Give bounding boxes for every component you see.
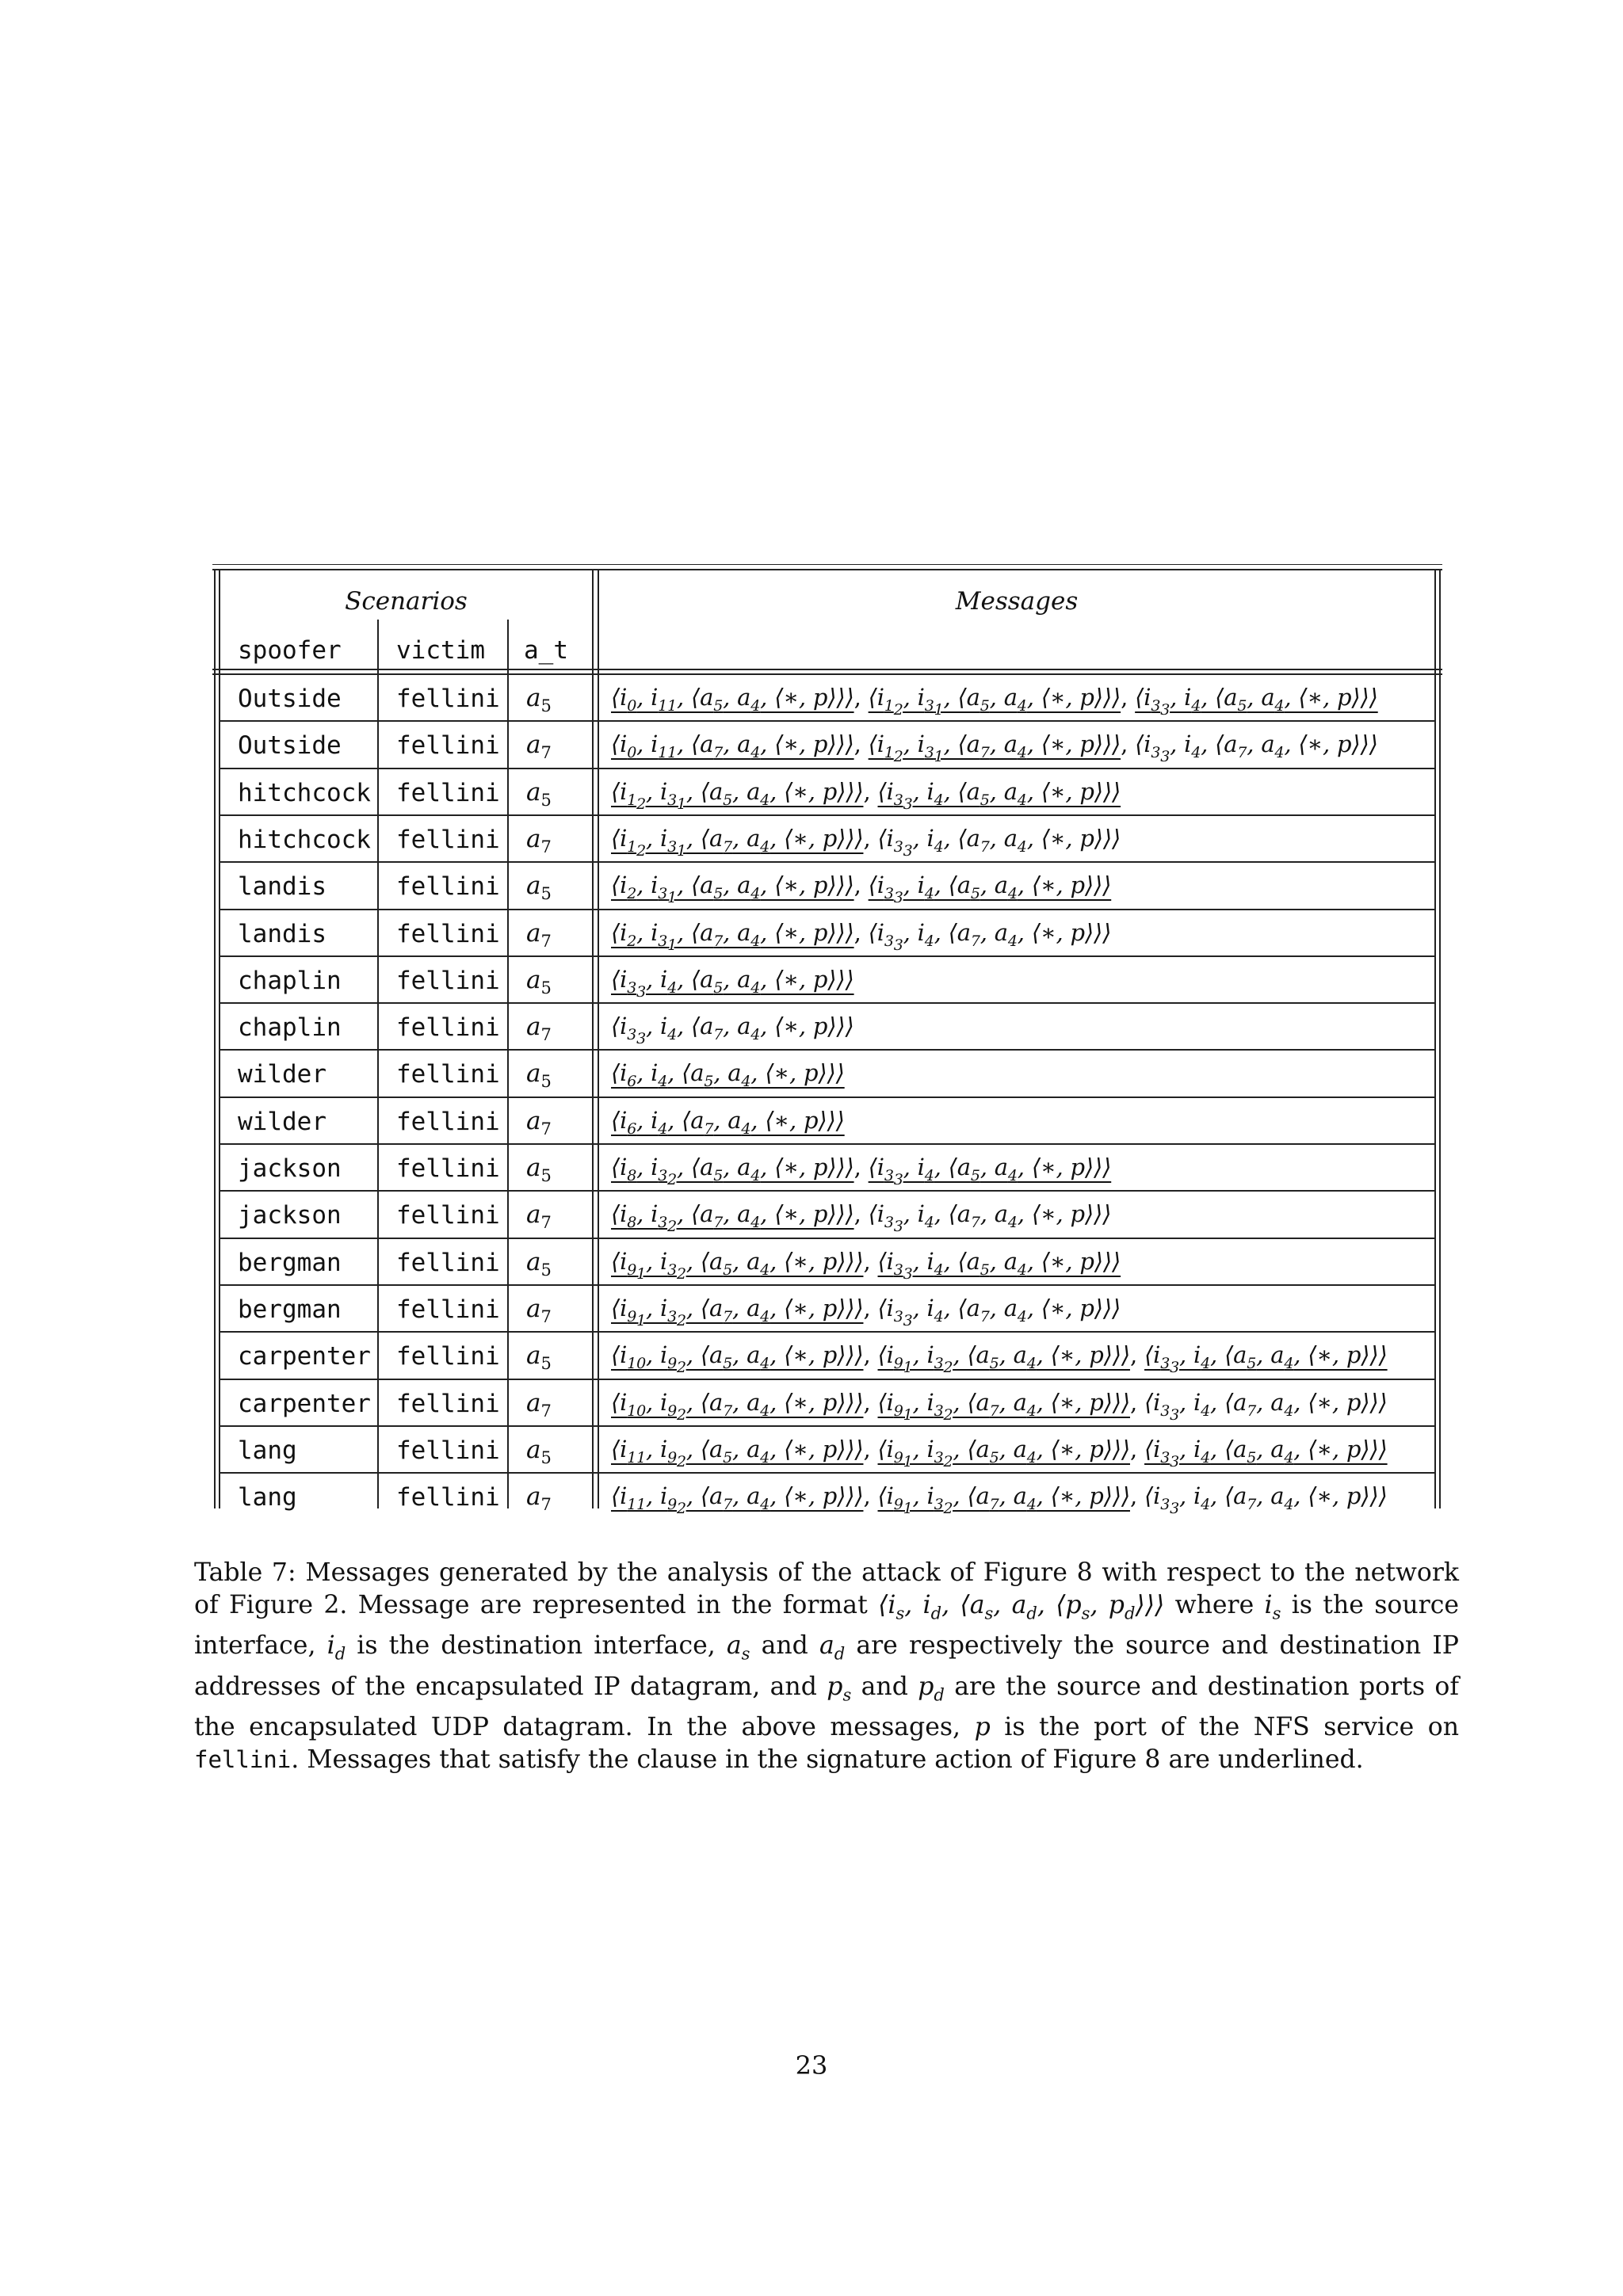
caption-text: are respectively the source and destination IP addresses of the encapsulated IP datagram, and bbox=[194, 1631, 1459, 1701]
message-separator: , bbox=[1121, 684, 1136, 711]
cell-attacker-address: $a_5$ bbox=[526, 1248, 552, 1280]
message-separator: , bbox=[854, 1200, 869, 1227]
messages-table bbox=[212, 564, 1442, 1517]
header-at: a_t bbox=[524, 636, 568, 665]
cell-messages bbox=[611, 827, 1121, 859]
page-number: 23 bbox=[795, 2050, 828, 2081]
message: $⟨i_{3_3}$, $i_4$, $⟨a_7$, $a_4$, ⟨∗, p⟩⟩⟩ bbox=[1144, 1482, 1388, 1517]
message: $⟨i_{11}$, $i_{9_2}$, $⟨a_7$, $a_4$, ⟨∗, p⟩⟩⟩ bbox=[611, 1482, 864, 1517]
cell-messages bbox=[611, 730, 1378, 765]
message: $⟨i_2$, $i_{3_1}$, $⟨a_5$, $a_4$, ⟨∗, p⟩⟩⟩ bbox=[611, 871, 854, 906]
caption-text: and bbox=[861, 1672, 908, 1701]
message-separator: , bbox=[863, 1248, 878, 1275]
cell-spoofer: jackson bbox=[238, 1154, 342, 1183]
cell-attacker-address: $a_7$ bbox=[526, 730, 552, 763]
cell-victim: fellini bbox=[396, 1060, 500, 1089]
cell-spoofer: jackson bbox=[238, 1201, 342, 1230]
cell-attacker-address: $a_7$ bbox=[526, 1389, 552, 1421]
message: $⟨i_6$, $i_4$, $⟨a_7$, $a_4$, ⟨∗, p⟩⟩⟩ bbox=[611, 1107, 845, 1138]
cell-spoofer: chaplin bbox=[238, 967, 342, 995]
caption-format: $⟨i_s$, $i_d$, $⟨a_s$, $a_d$, $⟨p_s$, $p_d⟩⟩⟩$ bbox=[878, 1591, 1165, 1623]
cell-victim: fellini bbox=[396, 1390, 500, 1418]
message: $⟨i_{9_1}$, $i_{3_2}$, $⟨a_5$, $a_4$, ⟨∗, p⟩⟩⟩ bbox=[611, 1248, 864, 1283]
message: $⟨i_{3_3}$, $i_4$, $⟨a_7$, $a_4$, ⟨∗, p⟩⟩⟩ bbox=[877, 825, 1121, 860]
cell-messages bbox=[611, 1109, 845, 1137]
cell-messages bbox=[611, 1438, 1388, 1470]
message-separator: , bbox=[863, 1482, 878, 1509]
cell-victim: fellini bbox=[396, 1436, 500, 1465]
caption-label: Table 7: bbox=[194, 1558, 296, 1587]
cell-messages bbox=[611, 780, 1121, 812]
message: $⟨i_{3_3}$, $i_4$, $⟨a_7$, $a_4$, ⟨∗, p⟩⟩⟩ bbox=[868, 1200, 1112, 1235]
message: $⟨i_{3_3}$, $i_4$, $⟨a_7$, $a_4$, ⟨∗, p⟩⟩⟩ bbox=[877, 1295, 1121, 1329]
cell-victim: fellini bbox=[396, 1295, 500, 1324]
caption-text: Messages generated by the analysis of the attack of Figure 8 with respect to the network of Figure 2. Message are represented in the format bbox=[194, 1558, 1459, 1619]
cell-spoofer: landis bbox=[238, 872, 327, 901]
caption-math: $a_d$ bbox=[819, 1631, 846, 1664]
cell-victim: fellini bbox=[396, 872, 500, 901]
message: $⟨i_{3_3}$, $i_4$, $⟨a_7$, $a_4$, ⟨∗, p⟩⟩⟩ bbox=[1135, 730, 1378, 765]
caption-math: $i_s$ bbox=[1264, 1591, 1281, 1623]
cell-attacker-address: $a_7$ bbox=[526, 1295, 552, 1327]
cell-attacker-address: $a_5$ bbox=[526, 684, 552, 716]
cell-spoofer: wilder bbox=[238, 1060, 327, 1089]
caption-text: is the port of the NFS service on bbox=[1004, 1712, 1460, 1741]
cell-victim: fellini bbox=[396, 779, 500, 807]
message: $⟨i_{9_1}$, $i_{3_2}$, $⟨a_5$, $a_4$, ⟨∗, p⟩⟩⟩ bbox=[877, 1436, 1130, 1470]
cell-spoofer: Outside bbox=[238, 731, 342, 760]
message-separator: , bbox=[854, 1154, 869, 1180]
cell-spoofer: lang bbox=[238, 1436, 297, 1465]
cell-victim: fellini bbox=[396, 1342, 500, 1371]
caption-host: fellini bbox=[194, 1745, 292, 1773]
cell-messages bbox=[611, 1156, 1111, 1188]
message-separator: , bbox=[863, 1341, 878, 1368]
cell-messages bbox=[611, 1391, 1388, 1423]
cell-attacker-address: $a_5$ bbox=[526, 1059, 552, 1092]
cell-victim: fellini bbox=[396, 685, 500, 713]
message: $⟨i_{3_3}$, $i_4$, $⟨a_7$, $a_4$, ⟨∗, p⟩⟩⟩ bbox=[868, 919, 1112, 954]
message: $⟨i_0$, $i_{11}$, $⟨a_5$, $a_4$, ⟨∗, p⟩⟩⟩ bbox=[611, 684, 854, 715]
cell-victim: fellini bbox=[396, 967, 500, 995]
cell-messages bbox=[611, 1059, 845, 1090]
message: $⟨i_{1_2}$, $i_{3_1}$, $⟨a_5$, $a_4$, ⟨∗, p⟩⟩⟩ bbox=[868, 684, 1121, 719]
table-caption bbox=[194, 1557, 1459, 1776]
message-separator: , bbox=[863, 1436, 878, 1463]
message: $⟨i_{1_2}$, $i_{3_1}$, $⟨a_7$, $a_4$, ⟨∗, p⟩⟩⟩ bbox=[868, 730, 1121, 765]
cell-messages bbox=[611, 1297, 1121, 1329]
cell-attacker-address: $a_5$ bbox=[526, 1154, 552, 1186]
message: $⟨i_{3_3}$, $i_4$, $⟨a_7$, $a_4$, ⟨∗, p⟩⟩⟩ bbox=[611, 1013, 854, 1047]
message: $⟨i_{3_3}$, $i_4$, $⟨a_5$, $a_4$, ⟨∗, p⟩⟩⟩ bbox=[1144, 1436, 1388, 1470]
caption-text: is the destination interface, bbox=[357, 1631, 716, 1661]
cell-victim: fellini bbox=[396, 1201, 500, 1230]
cell-spoofer: bergman bbox=[238, 1295, 342, 1324]
message: $⟨i_{9_1}$, $i_{3_2}$, $⟨a_5$, $a_4$, ⟨∗, p⟩⟩⟩ bbox=[877, 1341, 1130, 1376]
caption-math: p bbox=[974, 1712, 991, 1741]
caption-text: . Messages that satisfy the clause in the signature action of Figure 8 are underlined. bbox=[291, 1745, 1364, 1774]
cell-victim: fellini bbox=[396, 1108, 500, 1136]
cell-victim: fellini bbox=[396, 1483, 500, 1512]
message: $⟨i_{9_1}$, $i_{3_2}$, $⟨a_7$, $a_4$, ⟨∗, p⟩⟩⟩ bbox=[877, 1389, 1130, 1424]
cell-messages bbox=[611, 686, 1378, 718]
message: $⟨i_{3_3}$, $i_4$, $⟨a_7$, $a_4$, ⟨∗, p⟩⟩⟩ bbox=[1144, 1389, 1388, 1424]
cell-spoofer: carpenter bbox=[238, 1390, 371, 1418]
message: $⟨i_{10}$, $i_{9_2}$, $⟨a_5$, $a_4$, ⟨∗, p⟩⟩⟩ bbox=[611, 1341, 864, 1376]
cell-attacker-address: $a_5$ bbox=[526, 778, 552, 810]
message-separator: , bbox=[1121, 730, 1136, 757]
message-separator: , bbox=[1129, 1341, 1145, 1368]
cell-victim: fellini bbox=[396, 826, 500, 854]
caption-math: $p_d$ bbox=[918, 1672, 945, 1704]
message: $⟨i_2$, $i_{3_1}$, $⟨a_7$, $a_4$, ⟨∗, p⟩⟩⟩ bbox=[611, 919, 854, 954]
message-separator: , bbox=[863, 825, 878, 852]
cell-messages bbox=[611, 871, 1112, 906]
cell-attacker-address: $a_7$ bbox=[526, 1013, 552, 1045]
cell-messages bbox=[611, 1341, 1388, 1376]
header-victim: victim bbox=[396, 636, 485, 665]
cell-victim: fellini bbox=[396, 731, 500, 760]
cell-attacker-address: $a_7$ bbox=[526, 919, 552, 952]
header-spoofer: spoofer bbox=[238, 636, 342, 665]
cell-messages bbox=[611, 1482, 1388, 1517]
cell-spoofer: wilder bbox=[238, 1108, 327, 1136]
cell-spoofer: Outside bbox=[238, 685, 342, 713]
cell-spoofer: landis bbox=[238, 920, 327, 948]
cell-messages bbox=[611, 1015, 854, 1047]
cell-victim: fellini bbox=[396, 1013, 500, 1042]
cell-attacker-address: $a_7$ bbox=[526, 825, 552, 857]
cell-attacker-address: $a_7$ bbox=[526, 1482, 552, 1515]
cell-attacker-address: $a_5$ bbox=[526, 871, 552, 904]
caption-math: $a_s$ bbox=[726, 1631, 750, 1664]
message-separator: , bbox=[863, 1389, 878, 1416]
message: $⟨i_{9_1}$, $i_{3_2}$, $⟨a_7$, $a_4$, ⟨∗, p⟩⟩⟩ bbox=[611, 1295, 864, 1329]
cell-spoofer: hitchcock bbox=[238, 826, 371, 854]
cell-spoofer: chaplin bbox=[238, 1013, 342, 1042]
message: $⟨i_6$, $i_4$, $⟨a_5$, $a_4$, ⟨∗, p⟩⟩⟩ bbox=[611, 1059, 845, 1090]
message-separator: , bbox=[1129, 1436, 1145, 1463]
cell-victim: fellini bbox=[396, 1249, 500, 1277]
cell-attacker-address: $a_7$ bbox=[526, 1107, 552, 1139]
cell-attacker-address: $a_5$ bbox=[526, 1341, 552, 1374]
message-separator: , bbox=[1129, 1389, 1145, 1416]
message-separator: , bbox=[1129, 1482, 1145, 1509]
message: $⟨i_{3_3}$, $i_4$, $⟨a_5$, $a_4$, ⟨∗, p⟩⟩⟩ bbox=[877, 778, 1121, 813]
cell-spoofer: lang bbox=[238, 1483, 297, 1512]
message-separator: , bbox=[863, 1295, 878, 1322]
message: $⟨i_{3_3}$, $i_4$, $⟨a_5$, $a_4$, ⟨∗, p⟩⟩⟩ bbox=[868, 1154, 1112, 1188]
cell-spoofer: hitchcock bbox=[238, 779, 371, 807]
message: $⟨i_{1_2}$, $i_{3_1}$, $⟨a_5$, $a_4$, ⟨∗, p⟩⟩⟩ bbox=[611, 778, 864, 813]
message: $⟨i_{9_1}$, $i_{3_2}$, $⟨a_7$, $a_4$, ⟨∗, p⟩⟩⟩ bbox=[877, 1482, 1130, 1517]
cell-attacker-address: $a_7$ bbox=[526, 1200, 552, 1233]
message-separator: , bbox=[854, 730, 869, 757]
message: $⟨i_{3_3}$, $i_4$, $⟨a_5$, $a_4$, ⟨∗, p⟩⟩⟩ bbox=[611, 966, 854, 1001]
message: $⟨i_{11}$, $i_{9_2}$, $⟨a_5$, $a_4$, ⟨∗, p⟩⟩⟩ bbox=[611, 1436, 864, 1470]
caption-text: is the source interface, bbox=[194, 1591, 1459, 1661]
message: $⟨i_{3_3}$, $i_4$, $⟨a_5$, $a_4$, ⟨∗, p⟩⟩⟩ bbox=[1144, 1341, 1388, 1376]
message: $⟨i_0$, $i_{11}$, $⟨a_7$, $a_4$, ⟨∗, p⟩⟩⟩ bbox=[611, 730, 854, 761]
message: $⟨i_{10}$, $i_{9_2}$, $⟨a_7$, $a_4$, ⟨∗, p⟩⟩⟩ bbox=[611, 1389, 864, 1424]
message: $⟨i_{3_3}$, $i_4$, $⟨a_5$, $a_4$, ⟨∗, p⟩⟩⟩ bbox=[868, 871, 1112, 906]
cell-messages bbox=[611, 968, 854, 1000]
cell-attacker-address: $a_5$ bbox=[526, 1436, 552, 1468]
caption-math: $i_d$ bbox=[327, 1631, 346, 1664]
cell-victim: fellini bbox=[396, 1154, 500, 1183]
cell-messages bbox=[611, 921, 1111, 953]
message: $⟨i_8$, $i_{3_2}$, $⟨a_7$, $a_4$, ⟨∗, p⟩⟩⟩ bbox=[611, 1200, 854, 1235]
caption-text: are the source and destination ports of the encapsulated UDP datagram. In the above messages, bbox=[194, 1672, 1460, 1741]
cell-messages bbox=[611, 1250, 1121, 1282]
cell-victim: fellini bbox=[396, 920, 500, 948]
caption-math: $p_s$ bbox=[827, 1672, 852, 1704]
header-messages: Messages bbox=[955, 587, 1079, 616]
cell-spoofer: carpenter bbox=[238, 1342, 371, 1371]
cell-attacker-address: $a_5$ bbox=[526, 966, 552, 998]
message-separator: , bbox=[854, 919, 869, 946]
header-scenarios: Scenarios bbox=[345, 587, 468, 616]
caption-text: and bbox=[761, 1631, 808, 1661]
message-separator: , bbox=[863, 778, 878, 805]
message: $⟨i_8$, $i_{3_2}$, $⟨a_5$, $a_4$, ⟨∗, p⟩⟩⟩ bbox=[611, 1154, 854, 1188]
message: $⟨i_{3_3}$, $i_4$, $⟨a_5$, $a_4$, ⟨∗, p⟩⟩⟩ bbox=[1135, 684, 1378, 719]
message-separator: , bbox=[854, 684, 869, 711]
cell-spoofer: bergman bbox=[238, 1249, 342, 1277]
caption-text: where bbox=[1174, 1591, 1254, 1619]
cell-messages bbox=[611, 1200, 1112, 1235]
message: $⟨i_{3_3}$, $i_4$, $⟨a_5$, $a_4$, ⟨∗, p⟩⟩⟩ bbox=[877, 1248, 1121, 1283]
message-separator: , bbox=[854, 871, 869, 898]
message: $⟨i_{1_2}$, $i_{3_1}$, $⟨a_7$, $a_4$, ⟨∗, p⟩⟩⟩ bbox=[611, 825, 864, 860]
